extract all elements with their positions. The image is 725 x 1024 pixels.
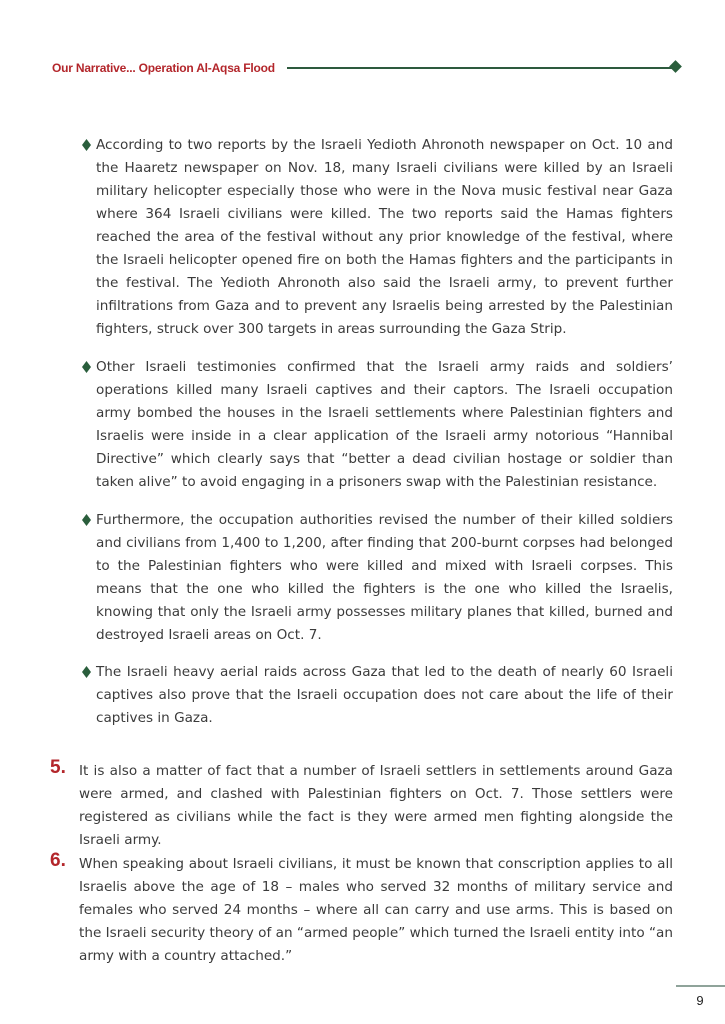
running-header xyxy=(52,58,674,78)
bullet-item xyxy=(80,509,673,647)
numbered-item xyxy=(50,850,673,968)
diamond-bullet-icon xyxy=(82,666,91,678)
bullet-text: Other Israeli testimonies confirmed that the Israeli army raids and soldiers’ operations killed many Israeli captives and their captors. The Israeli occupation army bombed the houses in the Israeli settlements where Palestinian fighters and Israelis were inside in a clear application of the Israeli army notorious “Hannibal Directive” which clearly says that “better a dead civilian hostage or soldier than taken alive” to avoid engaging in a prisoners swap with the Palestinian resistance. xyxy=(96,359,673,490)
bullet-text: The Israeli heavy aerial raids across Gaza that led to the death of nearly 60 Israeli captives also prove that the Israeli occupation does not care about the life of their captives in Gaza. xyxy=(96,664,673,726)
header-rule xyxy=(287,67,674,69)
item-number: 6. xyxy=(50,850,66,871)
numbered-item xyxy=(50,757,673,852)
diamond-ornament-icon xyxy=(669,60,682,73)
bullet-item xyxy=(80,661,673,730)
bullet-item xyxy=(80,134,673,341)
diamond-bullet-icon xyxy=(82,514,91,526)
diamond-bullet-icon xyxy=(82,361,91,373)
bullet-text: According to two reports by the Israeli Yedioth Ahronoth newspaper on Oct. 10 and the Haaretz newspaper on Nov. 18, many Israeli civilians were killed by an Israeli military helicopter especially those who were in the Nova music festival near Gaza where 364 Israeli civilians were killed. The two reports said the Hamas fighters reached the area of the festival without any prior knowledge of the festival, where the Israeli helicopter opened fire on both the Hamas fighters and the participants in the festival. The Yedioth Ahronoth also said the Israeli army, to prevent further infiltrations from Gaza and to prevent any Israelis being arrested by the Palestinian fighters, struck over 300 targets in areas surrounding the Gaza Strip. xyxy=(96,137,673,337)
numbered-item-text: When speaking about Israeli civilians, it must be known that conscription applies to all Israelis above the age of 18 – males who served 32 months of military service and females who served 24 months – where all can carry and use arms. This is based on the Israeli security theory of an “armed people” which turned the Israeli entity into “an army with a country attached.” xyxy=(79,856,673,964)
numbered-item-text: It is also a matter of fact that a number of Israeli settlers in settlements around Gaza were armed, and clashed with Palestinian fighters on Oct. 7. Those settlers were registered as civilians while the fact is they were armed men fighting alongside the Israeli army. xyxy=(79,763,673,848)
footer-rule xyxy=(676,985,725,987)
bullet-text: Furthermore, the occupation authorities revised the number of their killed soldiers and civilians from 1,400 to 1,200, after finding that 200-burnt corpses had belonged to the Palestinian fighters who were killed and mixed with Israeli corpses. This means that the one who killed the fighters is the one who killed the Israelis, knowing that only the Israeli army possesses military planes that killed, burned and destroyed Israeli areas on Oct. 7. xyxy=(96,512,673,643)
page-number: 9 xyxy=(696,993,704,1008)
item-number: 5. xyxy=(50,757,66,778)
running-header-title: Our Narrative... Operation Al-Aqsa Flood xyxy=(52,61,275,75)
bullet-item xyxy=(80,356,673,494)
diamond-bullet-icon xyxy=(82,139,91,151)
